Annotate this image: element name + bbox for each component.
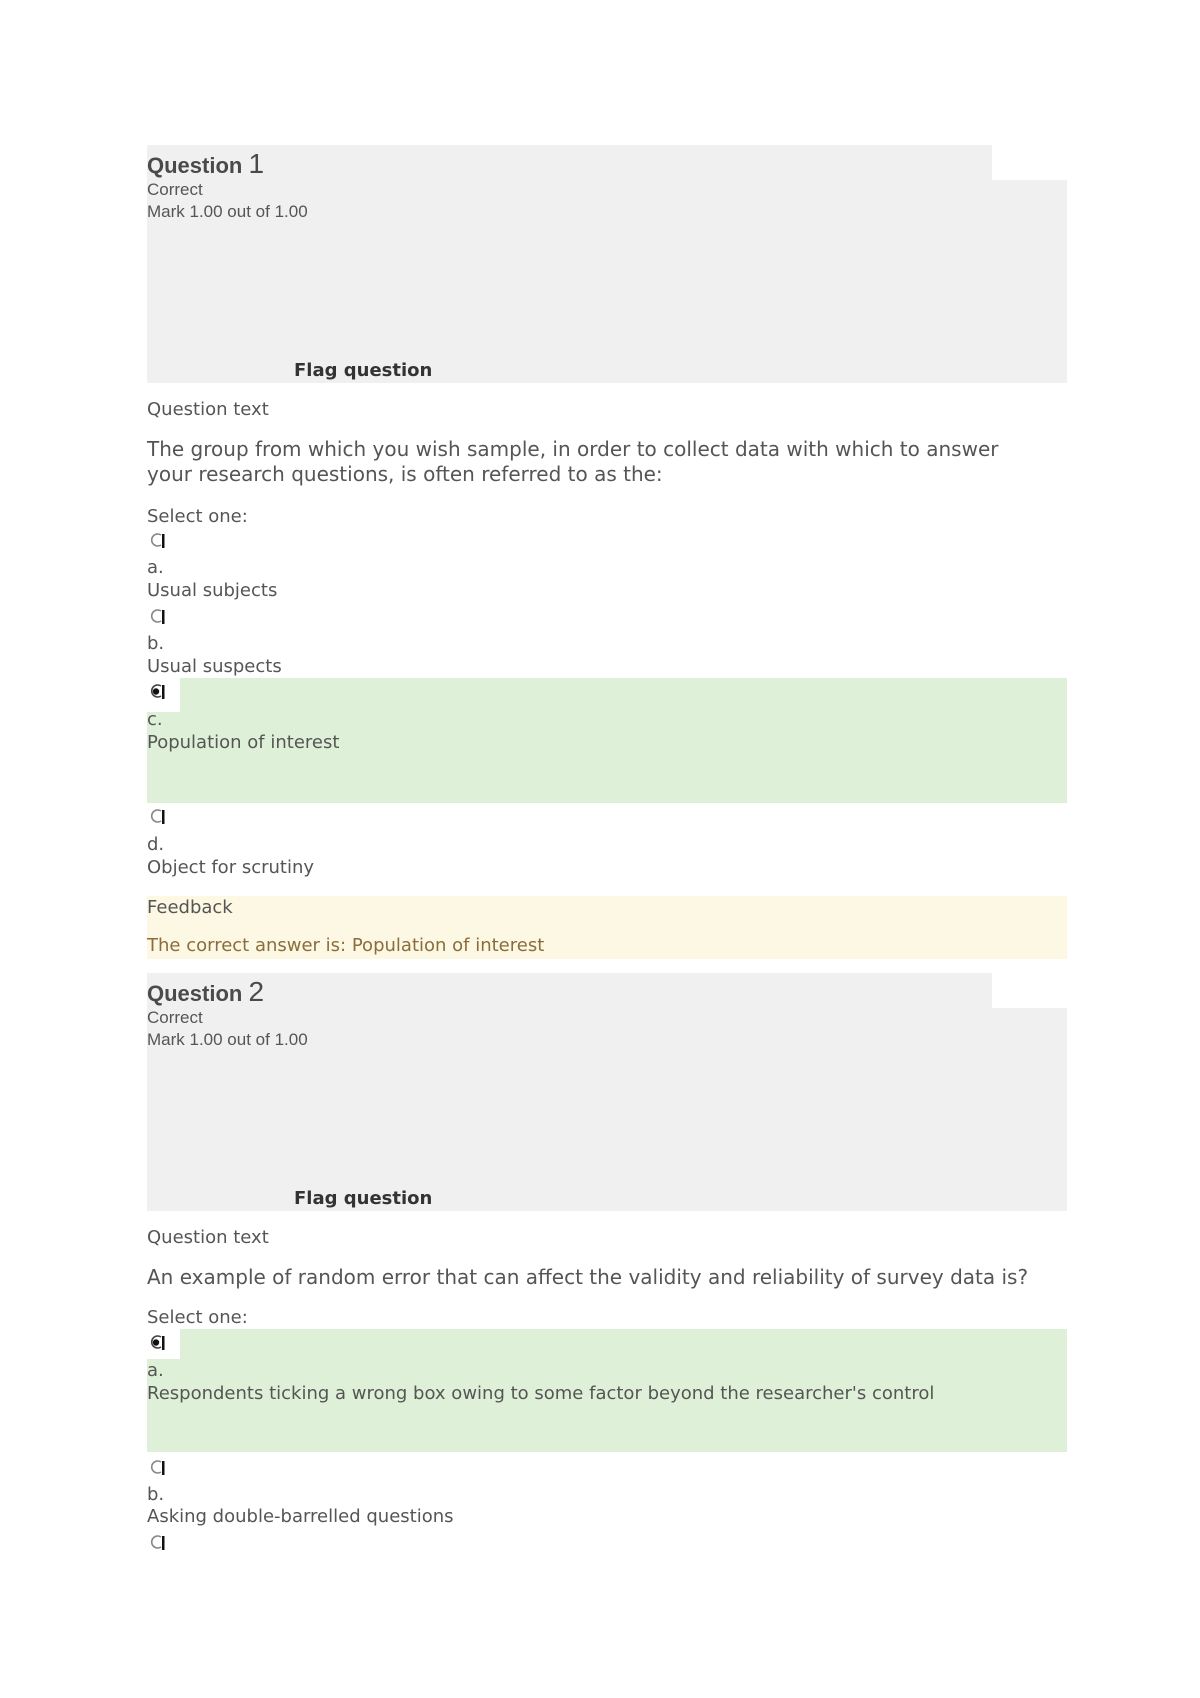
question-mark: Mark 1.00 out of 1.00 (147, 202, 308, 221)
option-c-letter: c. (147, 709, 163, 730)
radio-unchecked-icon (147, 1533, 169, 1553)
correct-answer-highlight (147, 712, 1067, 803)
option-c-label[interactable]: Population of interest (147, 732, 340, 753)
question-title (147, 148, 265, 179)
question-state: Correct (147, 180, 203, 199)
option-a-radio[interactable] (147, 531, 169, 551)
question-mark: Mark 1.00 out of 1.00 (147, 1030, 308, 1049)
question-info-header-bg (147, 973, 992, 1008)
option-b-label[interactable]: Asking double-barrelled questions (147, 1506, 454, 1527)
question-number: 1 (248, 148, 265, 179)
option-a-letter: a. (147, 557, 164, 578)
option-c-radio[interactable] (147, 1533, 169, 1553)
radio-unchecked-icon (147, 807, 169, 827)
select-one-label: Select one: (147, 1307, 248, 1328)
option-a-label[interactable]: Respondents ticking a wrong box owing to some factor beyond the researcher's control (147, 1383, 935, 1404)
radio-checked-icon (147, 682, 169, 702)
option-a-letter: a. (147, 1360, 164, 1381)
option-b-letter: b. (147, 633, 165, 654)
option-a-label[interactable]: Usual subjects (147, 580, 278, 601)
question-title-word: Question (147, 153, 243, 178)
feedback-text: The correct answer is: Population of interest (147, 935, 545, 956)
select-one-label: Select one: (147, 506, 248, 527)
question-info-header-bg (147, 145, 992, 180)
radio-checked-icon (147, 1333, 169, 1353)
question-text-label: Question text (147, 399, 269, 420)
option-c-radio[interactable] (147, 682, 169, 702)
question-text-label: Question text (147, 1227, 269, 1248)
question-state: Correct (147, 1008, 203, 1027)
option-d-label[interactable]: Object for scrutiny (147, 857, 315, 878)
option-a-radio[interactable] (147, 1333, 169, 1353)
correct-answer-highlight-top (180, 678, 1067, 712)
flag-question-link[interactable]: Flag question (294, 1188, 433, 1209)
question-prompt: An example of random error that can affect the validity and reliability of survey data is? (147, 1265, 1029, 1289)
option-d-radio[interactable] (147, 807, 169, 827)
question-title (147, 976, 265, 1007)
question-prompt: The group from which you wish sample, in order to collect data with which to answer your research questions, is often referred to as the: (147, 437, 999, 486)
radio-unchecked-icon (147, 1458, 169, 1478)
option-b-label[interactable]: Usual suspects (147, 656, 282, 677)
flag-question-link[interactable]: Flag question (294, 360, 433, 381)
correct-answer-highlight-top (180, 1329, 1067, 1359)
option-d-letter: d. (147, 834, 165, 855)
radio-unchecked-icon (147, 531, 169, 551)
option-b-radio[interactable] (147, 607, 169, 627)
question-title-word: Question (147, 981, 243, 1006)
correct-answer-highlight (147, 1359, 1067, 1452)
question-number: 2 (248, 976, 265, 1007)
option-b-radio[interactable] (147, 1458, 169, 1478)
feedback-label: Feedback (147, 897, 233, 918)
radio-unchecked-icon (147, 607, 169, 627)
option-b-letter: b. (147, 1484, 165, 1505)
